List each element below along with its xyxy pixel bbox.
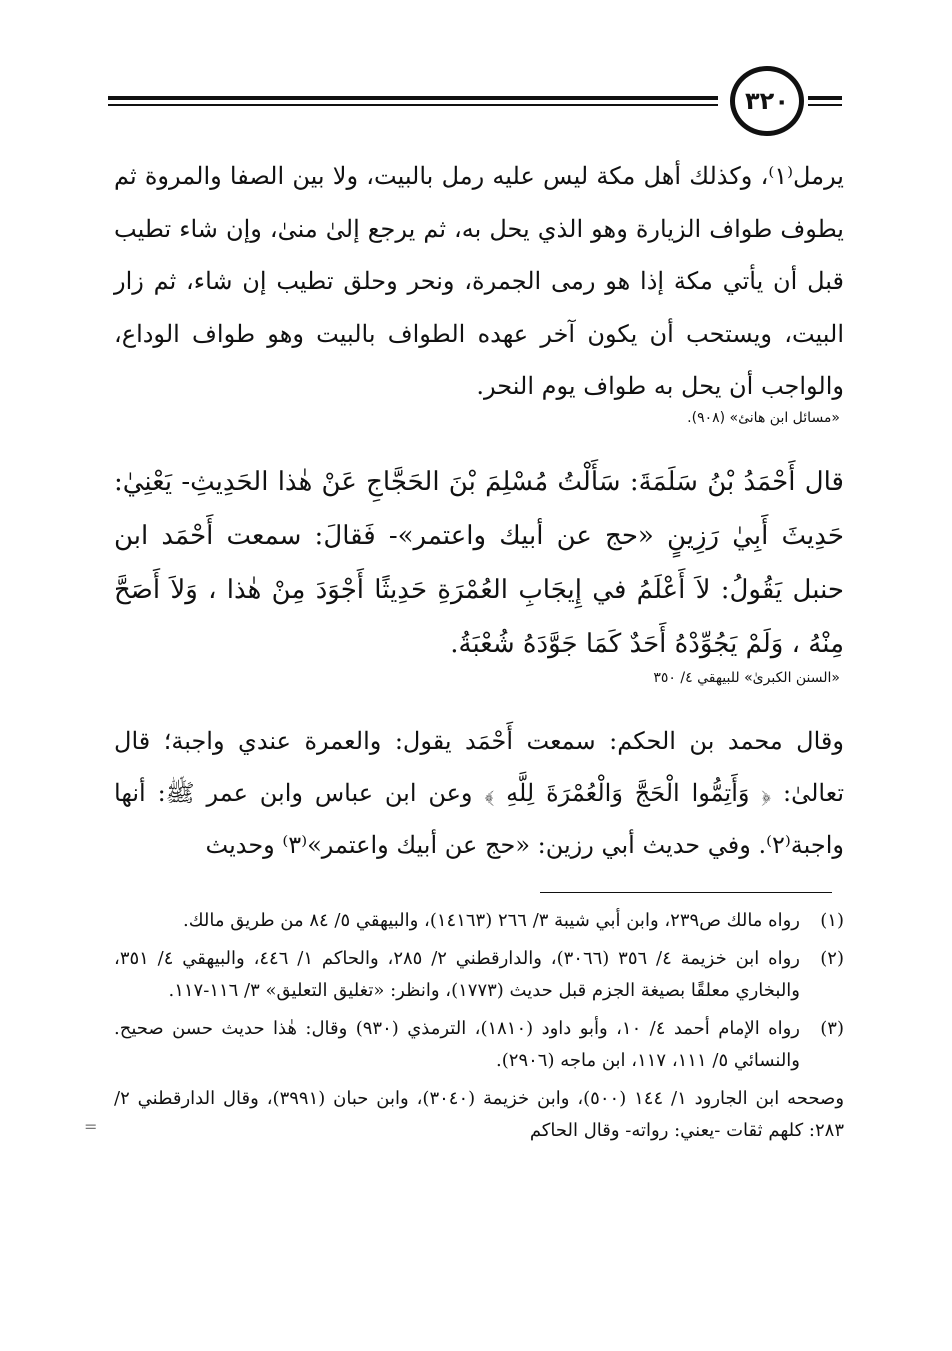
footnote-2	[114, 943, 844, 1007]
header-rule-right-thin	[808, 104, 842, 106]
footnote-text: رواه ابن خزيمة ٤/ ٣٥٦ (٣٠٦٦)، والدارقطني ٢/ ٢٨٥، والحاكم ١/ ٤٤٦، والبيهقي ٤/ ٣٥١، والبخاري معلقًا بصيغة الجزم قبل حديث (١٧٧٣)، وانظر: «تغليق التعليق» ٣/ ١١٦-١١٧.	[114, 948, 800, 1001]
source-citation-1: «مسائل ابن هانئ» (٩٠٨).	[687, 410, 840, 426]
footnote-text: رواه مالك ص٢٣٩، وابن أبي شيبة ٣/ ٢٦٦ (١٤١٦٣)، والبيهقي ٥/ ٨٤ من طريق مالك.	[183, 910, 800, 931]
page-number: ٣٢٠	[730, 66, 804, 136]
header-rule-thin	[108, 104, 718, 106]
footnote-continuation-wrap	[84, 1083, 845, 1147]
footnotes	[84, 905, 845, 1147]
footnote-separator	[540, 892, 832, 893]
header-rule-right	[808, 96, 842, 100]
footnote-continuation: وصححه ابن الجارود ١/ ١٤٤ (٥٠٠)، وابن خزيمة (٣٠٤٠)، وابن حبان (٣٩٩١)، وقال الدارقطني ٢/ ٢٨٣: كلهم ثقات -يعني: رواته- وقال الحاكم	[114, 1088, 845, 1141]
source-citation-2: «السنن الكبرىٰ» للبيهقي ٤/ ٣٥٠	[653, 670, 840, 686]
continuation-mark: =	[84, 1117, 98, 1136]
footnote-number: (١)	[820, 910, 844, 931]
header-rule	[108, 96, 718, 100]
footnote-3	[114, 1013, 844, 1077]
paragraph-3: وقال محمد بن الحكم: سمعت أَحْمَد يقول: والعمرة عندي واجبة؛ قال تعالىٰ: ﴿ وَأَتِمُّوا الْحَجَّ وَالْعُمْرَةَ لِلَّهِ ﴾ وعن ابن عباس وابن عمر ﷺ: أنها واجبة⁽٢⁾. وفي حديث أبي رزين: «حج عن أبيك واعتمر»⁽٣⁾ وحديث	[114, 727, 844, 859]
footnote-text: رواه الإمام أحمد ٤/ ١٠، وأبو داود (١٨١٠)، الترمذي (٩٣٠) وقال: هٰذا حديث حسن صحيح. والنسائي ٥/ ١١١، ١١٧، ابن ماجه (٢٩٠٦).	[114, 1018, 800, 1071]
footnote-1	[114, 905, 844, 937]
footnote-number: (٢)	[820, 948, 844, 969]
footnote-number: (٣)	[820, 1018, 844, 1039]
paragraph-2: قال أَحْمَدُ بْنُ سَلَمَةَ: سَأَلْتُ مُسْلِمَ بْنَ الحَجَّاجِ عَنْ هٰذا الحَدِيثِ- يَعْنِيٰ: حَدِيثَ أَبِيٰ رَزِينٍ «حج عن أبيك واعتمر»- فَقالَ: سمعت أَحْمَد ابن حنبل يَقُولُ: لاَ أَعْلَمُ في إِيجَابِ العُمْرَةِ حَدِيثًا أَجْوَدَ مِنْ هٰذا ، وَلاَ أَصَحَّ مِنْهُ ، وَلَمْ يَجُوِّدْهُ أَحَدٌ كَمَا جَوَّدَهُ شُعْبَةُ.	[114, 467, 844, 659]
page-header	[108, 66, 840, 136]
paragraph-1: يرمل⁽١⁾، وكذلك أهل مكة ليس عليه رمل بالبيت، ولا بين الصفا والمروة ثم يطوف طواف الزيارة وهو الذي يحل به، ثم يرجع إلىٰ منىٰ، وإن شاء تطيب قبل أن يأتي مكة إذا هو رمى الجمرة، ونحر وحلق تطيب إن شاء، ثم زار البيت، ويستحب أن يكون آخر عهده الطواف بالبيت وهو طواف الوداع، والواجب أن يحل به طواف يوم النحر.	[114, 162, 844, 400]
